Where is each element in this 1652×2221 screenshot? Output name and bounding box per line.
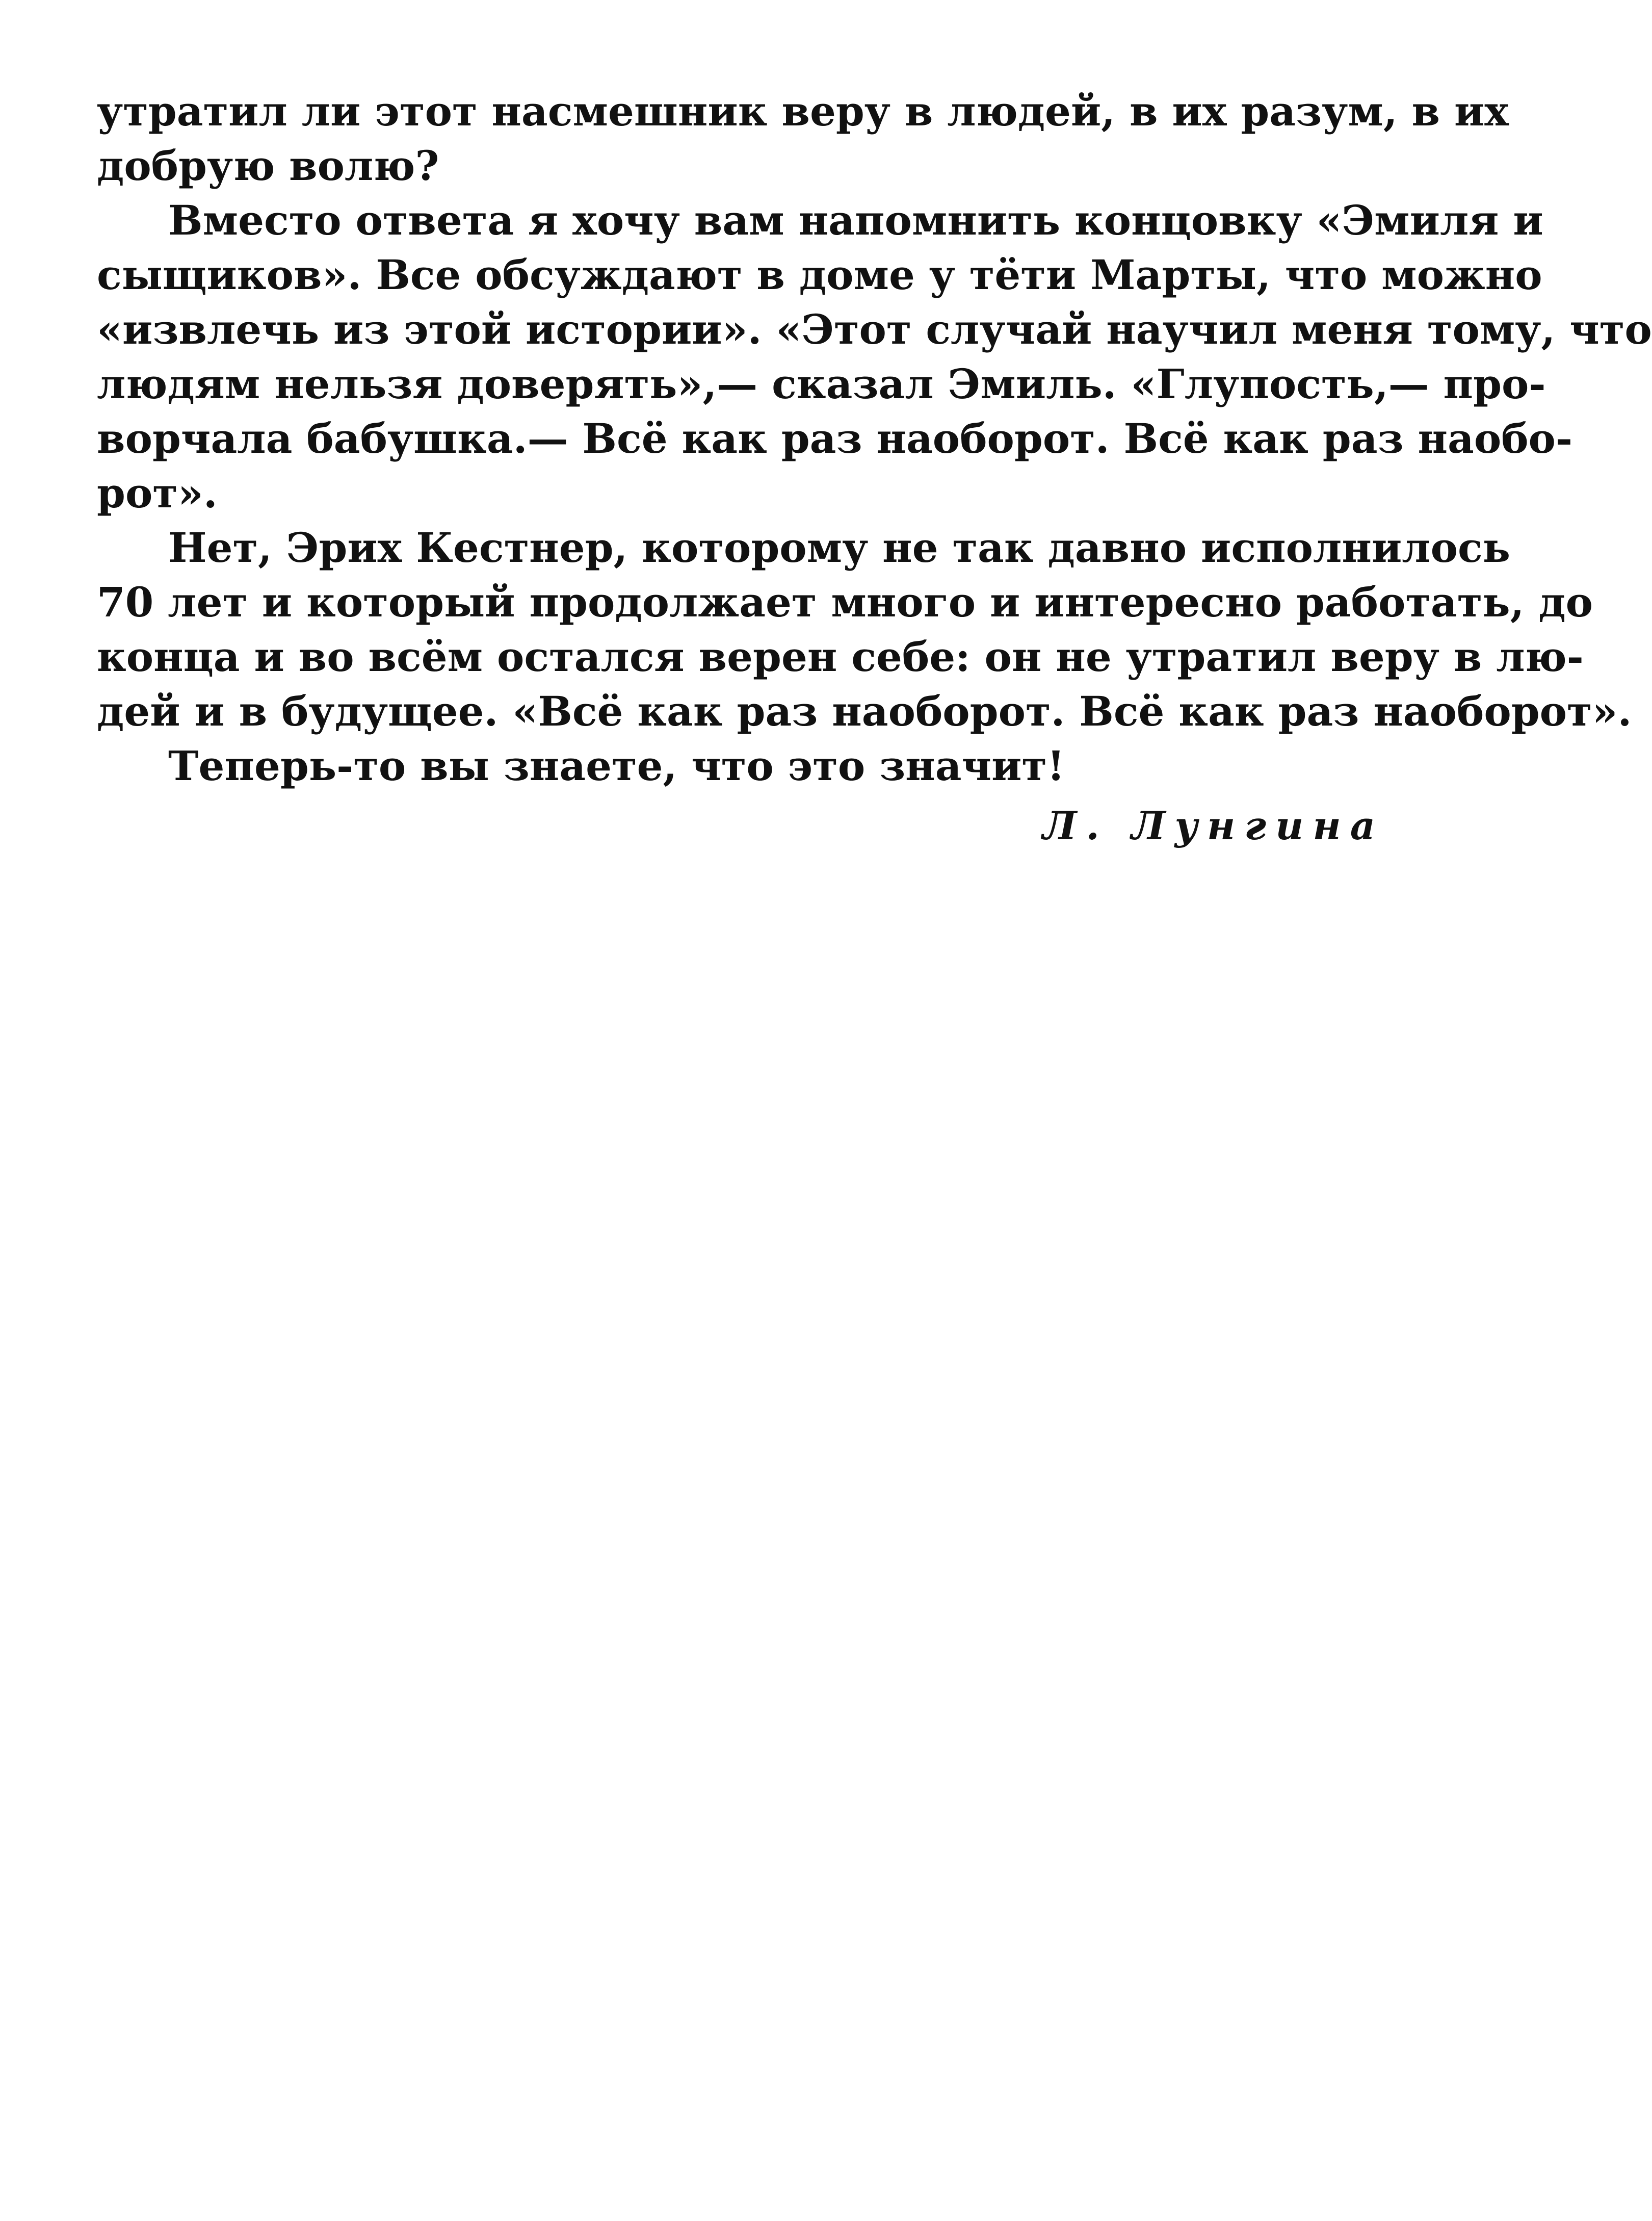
- text-line: Нет, Эрих Кестнер, которому не так давно исполнилось: [168, 524, 1511, 572]
- text-line: сыщиков». Все обсуждают в доме у тёти Марты, что можно: [97, 251, 1542, 299]
- text-line: Вместо ответа я хочу вам напомнить концовку «Эмиля и: [168, 196, 1543, 244]
- text-line: дей и в будущее. «Всё как раз наоборот. Всё как раз наоборот».: [97, 687, 1632, 735]
- author-signature: Л. Лунгина: [1042, 803, 1384, 848]
- text-line: людям нельзя доверять»,— сказал Эмиль. «Глупость,— про-: [97, 360, 1546, 408]
- text-line: добрую волю?: [97, 142, 439, 190]
- text-line: Теперь-то вы знаете, что это значит!: [168, 742, 1065, 790]
- body-text: [97, 84, 1652, 793]
- text-line: утратил ли этот насмешник веру в людей, в их разум, в их: [97, 87, 1509, 135]
- text-line: конца и во всём остался верен себе: он не утратил веру в лю-: [97, 633, 1584, 681]
- text-line: рот».: [97, 469, 218, 517]
- text-line: «извлечь из этой истории». «Этот случай научил меня тому, что: [97, 305, 1652, 353]
- text-line: ворчала бабушка.— Всё как раз наоборот. Всё как раз наобо-: [97, 415, 1573, 462]
- text-line: 70 лет и который продолжает много и интересно работать, до: [97, 578, 1593, 626]
